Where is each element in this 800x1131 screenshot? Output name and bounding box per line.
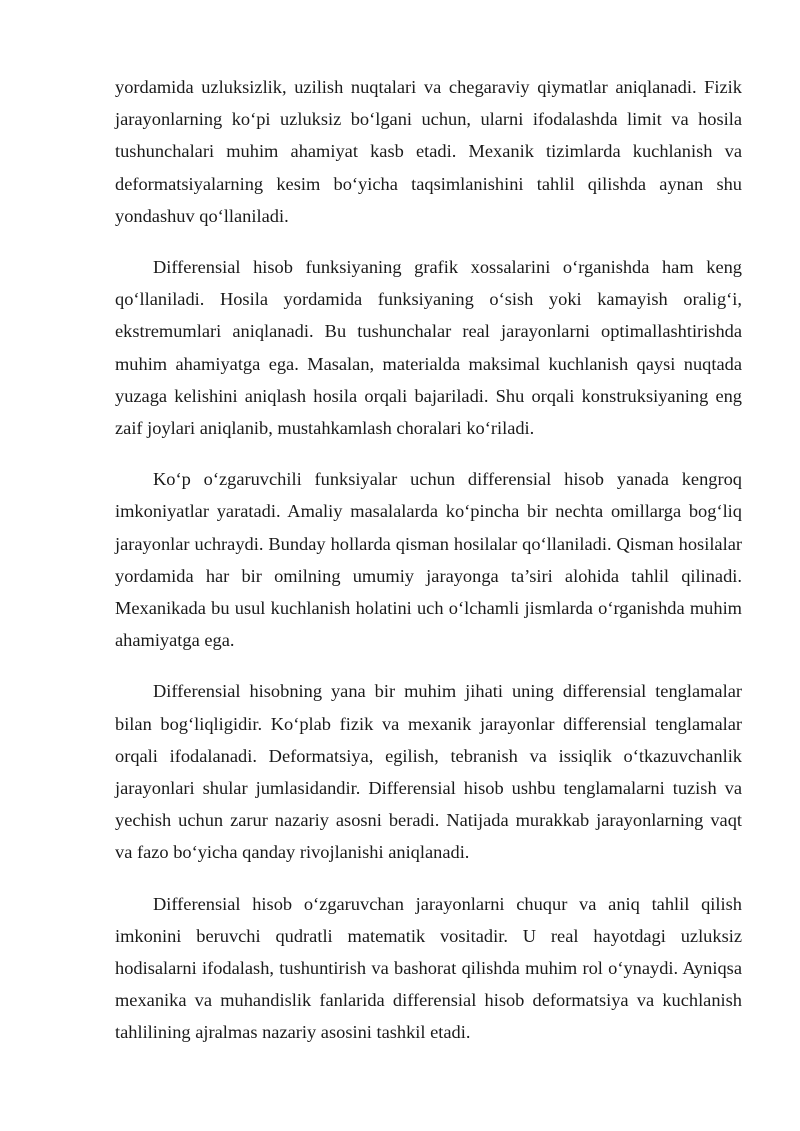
paragraph-continuation: yordamida uzluksizlik, uzilish nuqtalari va chegaraviy qiymatlar aniqlanadi. Fizik jarayonlarning ko‘pi uzluksiz bo‘lgani uchun, ularni ifodalashda limit va hosila tushunchalari muhim ahamiyat kasb etadi. Mexanik tizimlarda kuchlanish va deformatsiyalarning kesim bo‘yicha taqsimlanishini tahlil qilishda aynan shu yondashuv qo‘llaniladi. [115, 77, 742, 226]
paragraph-differential-equations: Differensial hisobning yana bir muhim jihati uning differensial tenglamalar bilan bog‘liqligidir. Ko‘plab fizik va mexanik jarayonlar differensial tenglamalar orqali ifodalanadi. Deformatsiya, egilish, tebranish va issiqlik o‘tkazuvchanlik jarayonlari shular jumlasidandir. Differensial hisob ushbu tenglamalarni tuzish va yechish uchun zarur nazariy asosni beradi. Natijada murakkab jarayonlarning vaqt va fazo bo‘yicha qanday rivojlanishi aniqlanadi. [115, 681, 742, 863]
document-page [115, 71, 742, 1068]
paragraph-multivariable: Ko‘p o‘zgaruvchili funksiyalar uchun differensial hisob yanada kengroq imkoniyatlar yaratadi. Amaliy masalalarda ko‘pincha bir nechta omillarga bog‘liq jarayonlar uchraydi. Bunday hollarda qisman hosilalar qo‘llaniladi. Qisman hosilalar yordamida har bir omilning umumiy jarayonga ta’siri alohida tahlil qilinadi. Mexanikada bu usul kuchlanish holatini uch o‘lchamli jismlarda o‘rganishda muhim ahamiyatga ega. [115, 469, 742, 651]
paragraph-conclusion: Differensial hisob o‘zgaruvchan jarayonlarni chuqur va aniq tahlil qilish imkonini beruvchi qudratli matematik vositadir. U real hayotdagi uzluksiz hodisalarni ifodalash, tushuntirish va bashorat qilishda muhim rol o‘ynaydi. Ayniqsa mexanika va muhandislik fanlarida differensial hisob deformatsiya va kuchlanish tahlilining ajralmas nazariy asosini tashkil etadi. [115, 893, 742, 1043]
paragraph-graph-properties: Differensial hisob funksiyaning grafik xossalarini o‘rganishda ham keng qo‘llaniladi. Hosila yordamida funksiyaning o‘sish yoki kamayish oralig‘i, ekstremumlari aniqlanadi. Bu tushunchalar real jarayonlarni optimallashtirishda muhim ahamiyatga ega. Masalan, materialda maksimal kuchlanish qaysi nuqtada yuzaga kelishini aniqlash hosila orqali bajariladi. Shu orqali konstruksiyaning eng zaif joylari aniqlanib, mustahkamlash choralari ko‘riladi. [115, 257, 742, 439]
